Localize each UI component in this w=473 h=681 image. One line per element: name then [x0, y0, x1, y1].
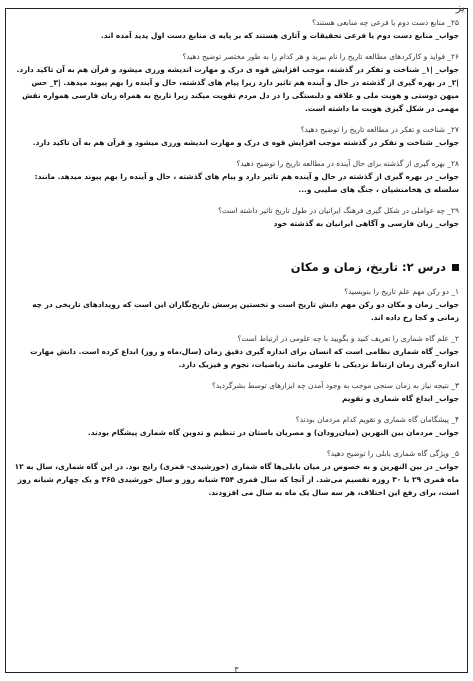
qa-item-5	[14, 448, 459, 499]
qa-item-25	[14, 17, 459, 42]
qa-item-27	[14, 124, 459, 149]
question-text: ۳_ نتیجه نیاز به زمان سنجی موجب به وجود آمدن چه ابزارهای توسط بشرگردید؟	[211, 381, 459, 390]
answer-text: جواب_ ابداع گاه شماری و تقویم	[342, 394, 459, 403]
qa-item-29	[14, 205, 459, 230]
top-corner-mark: یز	[455, 1, 465, 14]
page-number: ۳	[234, 665, 239, 674]
question-text: ۲۹_ چه عواملی در شکل گیری فرهنگ ایرانیان در طول تاریخ تاثیر داشته است؟	[218, 206, 459, 215]
question-text: ۱_ دو رکن مهم علم تاریخ را بنویسید؟	[344, 287, 459, 296]
lesson-heading	[14, 260, 459, 274]
answer-text: جواب_ مردمان بین النهرین (میان‌رودان) و مصریان باستان در تنظیم و تدوین گاه شماری پیشگام بودند.	[87, 428, 459, 437]
answer-text: جواب_ زبان فارسی و آگاهی ایرانیان به گذشته خود	[273, 219, 459, 228]
qa-item-2	[14, 333, 459, 371]
qa-item-28	[14, 158, 459, 196]
lesson-title: درس ۲: تاریخ، زمان و مکان	[290, 260, 446, 274]
answer-text: جواب_ گاه شماری نظامی است که انسان برای اندازه گیری دقیق زمان (سال،ماه و روز) ابداع کرده است. دانش مهارت اندازه گیری زمان ارتباط نزدیکی با علومی مانند ریاضیات، نجوم و فیزیک دارد.	[30, 347, 459, 369]
answer-text: جواب_ |۱_ شناخت و تفکر در گذشته، موجب افزایش قوه ی درک و مهارت اندیشه ورزی میشود و قرآن هم به آن تاکید دارد. |۲_ در بهره گیری از گذشته در حال و آینده هم تاثیر دارد زیرا پیام های گذشته، حال و آینده را بهم پیوند میدهد. |۳_ حس میهن دوستی و هویت ملی و علاقه و دلبستگی را در دل مردم تقویت میکند زیرا تاریخ به همراه زبان فارسی همواره نقش مهمی در شکل گیری هویت ما داشته است.	[16, 65, 459, 113]
question-text: ۲۶_ فواید و کارکردهای مطالعه تاریخ را نام ببرید و هر کدام را به طور مختصر توضیح دهید؟	[182, 52, 459, 61]
question-text: ۲۸_ بهره گیری از گذشته برای حال آینده در مطالعه تاریخ را توضیح دهید؟	[236, 159, 459, 168]
qa-item-1	[14, 286, 459, 324]
question-text: ۵_ ویژگی گاه شماری بابلی را توضیح دهید؟	[326, 449, 459, 458]
question-text: ۲_ علم گاه شماری را تعریف کنید و بگویید با چه علومی در ارتباط است؟	[237, 334, 459, 343]
qa-item-26	[14, 51, 459, 115]
qa-item-3	[14, 380, 459, 405]
answer-text: جواب_ زمان و مکان دو رکن مهم دانش تاریخ است و نخستین پرسش تاریخ‌نگاران این است که رویدادهای تاریخی در چه زمانی و کجا رخ داده اند.	[32, 300, 459, 322]
answer-text: جواب_ در بهره گیری از گذشته در حال و آینده هم تاثیر دارد و پیام های گذشته ، حال و آینده را بهم پیوند میدهد. مانند: سلسله ی هخامنشیان ، جنگ های صلیبی و...	[34, 172, 459, 194]
answer-text: جواب_ شناخت و تفکر در گذشته موجب افزایش قوه ی درک و مهارت اندیشه ورزی میشود و قرآن هم به آن تاکید دارد.	[32, 138, 459, 147]
answer-text: جواب_ در بین النهرین و به خصوص در میان بابلی‌ها گاه شماری (خورشیدی- قمری) رایج بود. در این گاه شماری، سال به ۱۲ ماه قمری ۲۹ یا ۳۰ روزه تقسیم می‌شد. از آنجا که سال قمری ۳۵۴ شبانه روز و سال خورشیدی ۳۶۵ و یک چهارم شبانه روز است، برای رفع این اختلاف، هر سه سال یک ماه به سال می افزودند.	[14, 462, 459, 497]
qa-item-4	[14, 414, 459, 439]
answer-text: جواب_ منابع دست دوم یا فرعی تحقیقات و آثاری هستند که بر پایه ی منابع دست اول پدید آمده اند.	[100, 31, 459, 40]
square-bullet-icon	[452, 264, 459, 271]
question-text: ۴_ پیشگامان گاه شماری و تقویم کدام مردمان بودند؟	[295, 415, 459, 424]
question-text: ۲۵_ منابع دست دوم یا فرعی چه منابعی هستند؟	[311, 18, 459, 27]
question-text: ۲۷_ شناخت و تفکر در مطالعه تاریخ را توضیح دهید؟	[300, 125, 459, 134]
